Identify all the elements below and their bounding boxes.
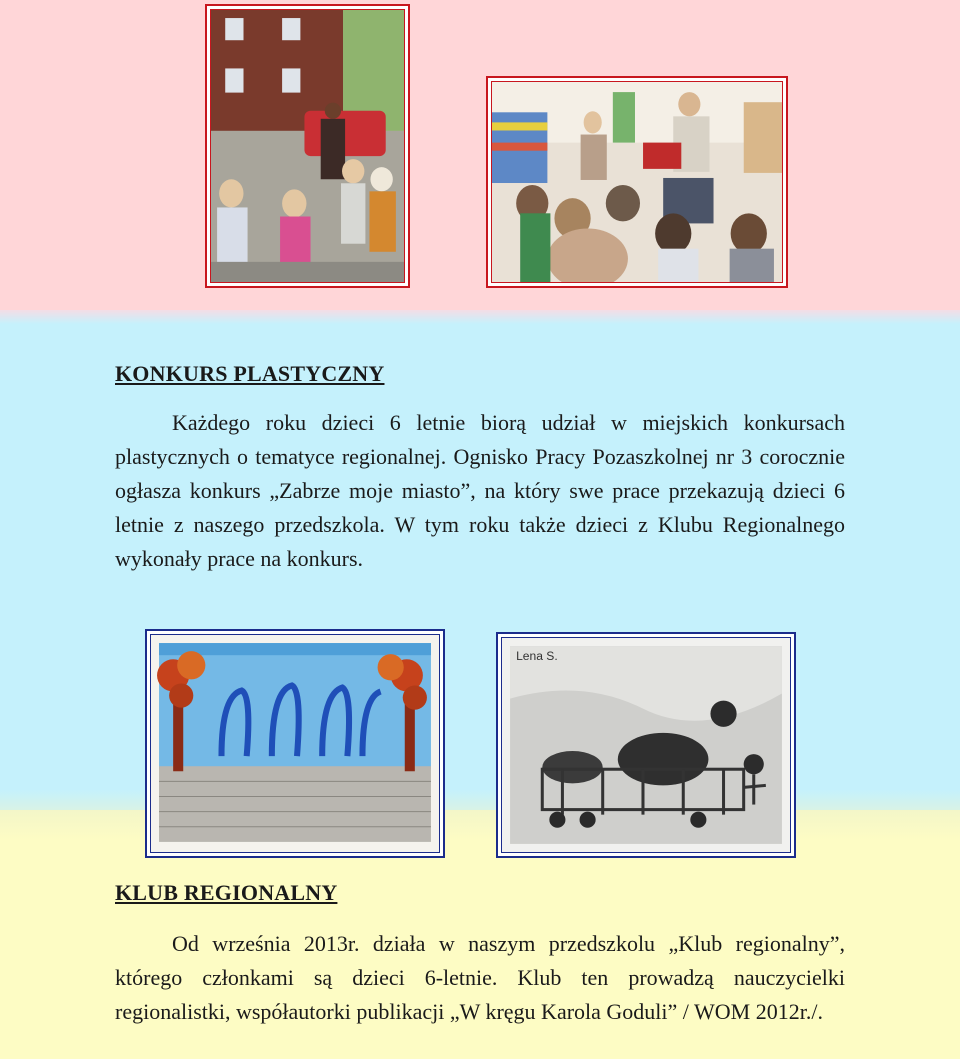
paragraph-konkurs-plastyczny <box>115 406 845 576</box>
paragraph-text: Każdego roku dzieci 6 letnie biorą udział w miejskich konkursach plastycznych o tematyce regionalnej. Ognisko Pracy Pozaszkolnej nr 3 corocznie ogłasza konkurs „Zabrze moje miasto”, na który swe prace przekazują dzieci 6 letnie z naszego przedszkola. W tym roku także dzieci z Klubu Regionalnego wykonały prace na konkurs. <box>115 410 845 571</box>
photo-classroom-reading <box>486 76 788 288</box>
top-band <box>0 0 960 310</box>
paragraph-klub-regionalny <box>115 927 845 1029</box>
section-heading-konkurs-plastyczny: KONKURS PLASTYCZNY <box>115 361 385 386</box>
photo-outdoor-children <box>205 4 410 288</box>
children-drawing-colorful <box>145 629 445 858</box>
children-drawing-gray <box>496 632 796 858</box>
section-heading-klub-regionalny: KLUB REGIONALNY <box>115 880 338 905</box>
drawing-signature: Lena S. <box>516 649 558 664</box>
paragraph-text: Od września 2013r. działa w naszym przedszkolu „Klub regionalny”, którego członkami są dzieci 6-letnie. Klub ten prowadzą nauczycielki regionalistki, współautorki publikacji „W kręgu Karola Goduli” / WOM 2012r./. <box>115 931 845 1024</box>
